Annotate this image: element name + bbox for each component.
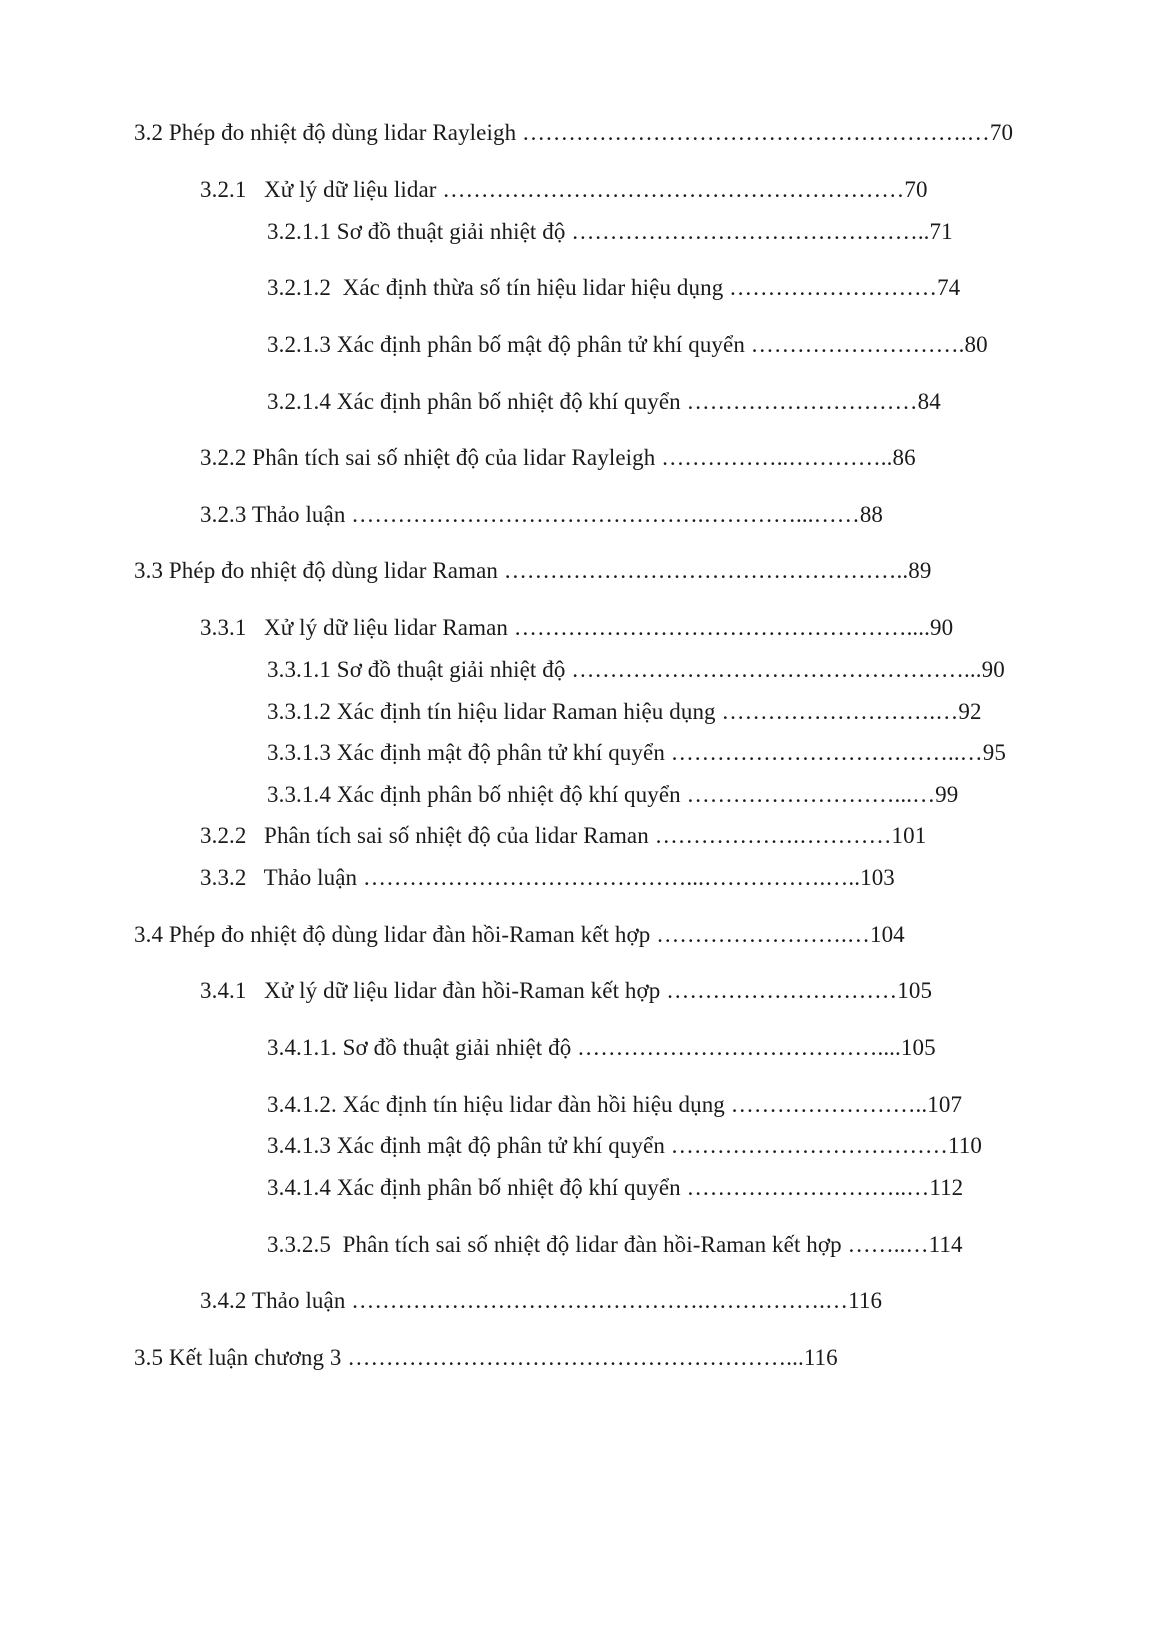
toc-entry-leader: ……………………………… — [664, 1133, 948, 1158]
toc-entry-3-3-1-3 — [267, 739, 1006, 767]
toc-entry-page: 105 — [900, 1035, 936, 1060]
toc-entry-title: 3.2.2 Phân tích sai số nhiệt độ của lidar Raman — [200, 823, 649, 848]
toc-entry-3-2-3 — [200, 501, 883, 529]
toc-entry-3-2-1 — [200, 176, 928, 204]
toc-entry-page: 70 — [904, 177, 928, 202]
toc-entry-page: 95 — [982, 740, 1006, 765]
toc-entry-3-3-1-2 — [267, 698, 982, 726]
toc-entry-title: 3.2.3 Thảo luận — [200, 502, 346, 527]
toc-entry-title: 3.4.2 Thảo luận — [200, 1288, 346, 1313]
toc-entry-page: 92 — [958, 699, 982, 724]
toc-entry-leader: …………………………………………………… — [436, 177, 905, 202]
toc-entry-title: 3.3 Phép đo nhiệt độ dùng lidar Raman — [134, 558, 498, 583]
toc-entry-3-4-1-3 — [267, 1132, 982, 1160]
toc-entry-3-2-2 — [200, 444, 916, 472]
toc-entry-title: 3.4.1.1. Sơ đồ thuật giải nhiệt độ — [267, 1035, 572, 1060]
toc-entry-title: 3.3.1.4 Xác định phân bố nhiệt độ khí quyển — [267, 782, 681, 807]
toc-entry-leader: ……………………………………...…………….….. — [357, 865, 861, 890]
toc-entry-page: 103 — [860, 865, 895, 890]
toc-entry-title: 3.3.1.2 Xác định tín hiệu lidar Raman hiệu dụng — [267, 699, 716, 724]
toc-entry-page: 90 — [981, 657, 1005, 682]
toc-entry-title: 3.2.2 Phân tích sai số nhiệt độ của lidar Rayleigh — [200, 445, 656, 470]
toc-entry-title: 3.4 Phép đo nhiệt độ dùng lidar đàn hồi-Raman kết hợp — [134, 922, 651, 947]
toc-entry-3-4-1 — [200, 977, 932, 1005]
toc-entry-title: 3.3.1.3 Xác định mật độ phân tử khí quyển — [267, 740, 665, 765]
toc-entry-leader: …………………………………………………... — [341, 1345, 804, 1370]
toc-entry-page: 88 — [859, 502, 884, 527]
toc-entry-page: 90 — [929, 615, 954, 640]
toc-entry-title: 3.2.1 Xử lý dữ liệu lidar — [200, 177, 437, 202]
toc-entry-leader: ……………….………… — [648, 823, 892, 848]
toc-entry-3-3-1 — [200, 614, 953, 642]
toc-entry-title: 3.2.1.1 Sơ đồ thuật giải nhiệt độ — [267, 219, 566, 244]
toc-entry-title: 3.4.1 Xử lý dữ liệu lidar đàn hồi-Raman kết hợp — [200, 978, 661, 1003]
toc-entry-leader: …………………….. — [724, 1092, 928, 1117]
toc-entry-3-3-1-4 — [267, 781, 958, 809]
toc-entry-title: 3.4.1.4 Xác định phân bố nhiệt độ khí quyển — [267, 1175, 681, 1200]
toc-entry-leader: ………………………… — [660, 978, 898, 1003]
toc-entry-3-4-1-4 — [267, 1174, 963, 1202]
toc-entry-page: 112 — [929, 1175, 964, 1200]
toc-entry-leader: ……………..………….. — [655, 445, 893, 470]
toc-entry-page: 104 — [869, 922, 905, 947]
toc-entry-leader: ……………………………………….…………….… — [345, 1288, 849, 1313]
toc-entry-title: 3.3.1 Xử lý dữ liệu lidar Raman — [200, 615, 509, 640]
toc-entry-3-3-2 — [200, 864, 895, 892]
toc-entry-title: 3.3.2.5 Phân tích sai số nhiệt độ lidar đàn hồi-Raman kết hợp — [267, 1232, 842, 1257]
toc-entry-title: 3.2.1.4 Xác định phân bố nhiệt độ khí quyển — [267, 389, 681, 414]
toc-entry-title: 3.2.1.2 Xác định thừa số tín hiệu lidar hiệu dụng — [267, 275, 724, 300]
toc-entry-page: 114 — [928, 1232, 963, 1257]
toc-entry-leader: ………………………..… — [680, 1175, 930, 1200]
toc-entry-3-2-1-2 — [267, 274, 960, 302]
toc-entry-3-2 — [134, 119, 1013, 147]
toc-entry-page: 86 — [892, 445, 916, 470]
toc-entry-3-2-1-3 — [267, 331, 988, 359]
toc-entry-leader: ………………………...… — [680, 782, 936, 807]
toc-entry-3-4 — [134, 921, 905, 949]
toc-entry-page: 84 — [917, 389, 941, 414]
toc-entry-page: 110 — [947, 1133, 982, 1158]
toc-entry-leader: ………………………… — [680, 389, 918, 414]
toc-entry-leader: ……………………… — [723, 275, 938, 300]
toc-entry-3-4-2 — [200, 1287, 882, 1315]
toc-entry-page: 80 — [964, 332, 988, 357]
toc-entry-leader: …………………………………………….... — [508, 615, 930, 640]
toc-entry-title: 3.3.1.1 Sơ đồ thuật giải nhiệt độ — [267, 657, 566, 682]
toc-entry-title: 3.2.1.3 Xác định phân bố mật độ phân tử khí quyển — [267, 332, 745, 357]
toc-entry-3-2-2b — [200, 822, 926, 850]
toc-entry-leader: ……..… — [841, 1232, 929, 1257]
toc-entry-page: 89 — [908, 558, 932, 583]
toc-entry-3-5 — [134, 1344, 838, 1372]
toc-entry-3-4-1-1 — [267, 1034, 936, 1062]
toc-entry-3-3-2-5 — [267, 1231, 963, 1259]
toc-entry-3-3 — [134, 557, 931, 585]
toc-entry-leader: ……………………………………………... — [565, 657, 982, 682]
toc-entry-page: 71 — [929, 219, 953, 244]
toc-entry-page: 101 — [891, 823, 927, 848]
toc-entry-leader: …………………….… — [650, 922, 870, 947]
toc-entry-3-3-1-1 — [267, 656, 1005, 684]
toc-entry-3-4-1-2 — [267, 1091, 962, 1119]
toc-entry-title: 3.2 Phép đo nhiệt độ dùng lidar Rayleigh — [134, 120, 517, 145]
toc-entry-leader: ……………………….… — [715, 699, 959, 724]
toc-entry-3-2-1-1 — [267, 218, 953, 246]
toc-entry-page: 107 — [927, 1092, 963, 1117]
toc-entry-title: 3.5 Kết luận chương 3 — [134, 1345, 342, 1370]
toc-entry-page: 116 — [803, 1345, 838, 1370]
toc-entry-leader: ……………………………………….. — [565, 219, 930, 244]
toc-entry-page: 99 — [935, 782, 959, 807]
toc-entry-3-2-1-4 — [267, 388, 941, 416]
toc-entry-leader: ………………………………….... — [571, 1035, 901, 1060]
toc-entry-leader: ………………………………..… — [664, 740, 983, 765]
toc-entry-leader: ……………………………………….…………...…… — [345, 502, 860, 527]
toc-entry-title: 3.3.2 Thảo luận — [200, 865, 358, 890]
toc-entry-page: 105 — [897, 978, 933, 1003]
toc-entry-title: 3.4.1.2. Xác định tín hiệu lidar đàn hồi hiệu dụng — [267, 1092, 725, 1117]
toc-entry-page: 74 — [937, 275, 961, 300]
toc-entry-leader: ………………………………………………….… — [516, 120, 990, 145]
toc-entry-title: 3.4.1.3 Xác định mật độ phân tử khí quyển — [267, 1133, 665, 1158]
toc-entry-leader: …………………………………………….. — [497, 558, 909, 583]
toc-entry-leader: ………………………. — [744, 332, 965, 357]
toc-entry-page: 116 — [848, 1288, 883, 1313]
toc-entry-page: 70 — [989, 120, 1014, 145]
